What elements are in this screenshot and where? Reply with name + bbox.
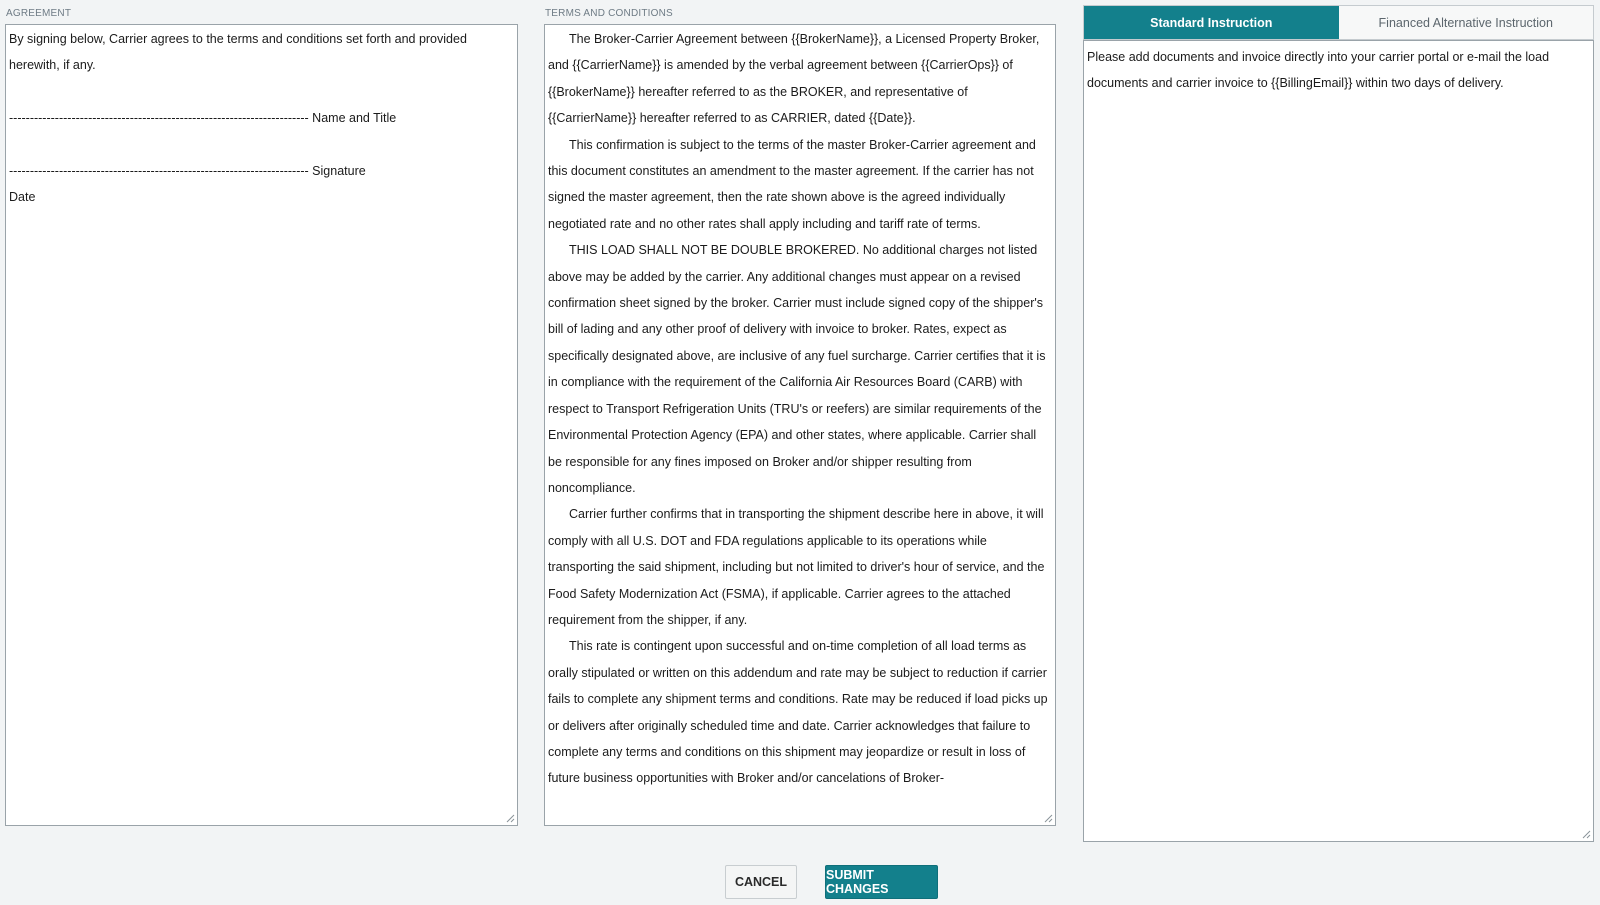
submit-changes-button[interactable]: SUBMIT CHANGES	[825, 865, 938, 899]
terms-paragraph: Carrier further confirms that in transporting the shipment describe here in above, it will comply with all U.S. DOT and FDA regulations applicable to its operations while transporting the said shipment, including but not limited to driver's hour of service, and the Food Safety Modernization Act (FSMA), if applicable. Carrier agrees to the attached requirement from the shipper, if any.	[548, 507, 1045, 627]
terms-paragraph: This rate is contingent upon successful and on-time completion of all load terms as orally stipulated or written on this addendum and rate may be subject to reduction if carrier fails to complete any shipment terms and conditions. Rate may be reduced if load picks up or delivers after originally scheduled time and date. Carrier acknowledges that failure to complete any terms and conditions on this shipment may jeopardize or result in loss of future business opportunities with Broker and/or cancelations of Broker-	[548, 639, 1048, 786]
agreement-name-title-line: ------------------------------------------------------------------------ Name and Title	[9, 111, 397, 126]
tab-standard-instruction[interactable]: Standard Instruction	[1084, 6, 1339, 39]
terms-paragraph: This confirmation is subject to the terms of the master Broker-Carrier agreement and this document constitutes an amendment to the master agreement. If the carrier has not signed the master agreement, then the rate shown above is the agreed individually negotiated rate and no other rates shall apply including and tariff rate of terms.	[548, 137, 1036, 231]
agreement-textarea[interactable]	[5, 24, 518, 826]
terms-paragraph: The Broker-Carrier Agreement between {{BrokerName}}, a Licensed Property Broker, and {{CarrierName}} is amended by the verbal agreement between {{CarrierOps}} of {{BrokerName}} hereafter referred to as the BROKER, and representative of {{CarrierName}} hereafter referred to as CARRIER, dated {{Date}}.	[548, 32, 1040, 126]
agreement-line	[9, 79, 514, 105]
resize-grip-icon[interactable]	[1043, 813, 1053, 823]
resize-grip-icon[interactable]	[1581, 829, 1591, 839]
agreement-line: herewith, if any.	[9, 58, 96, 73]
agreement-signature-line: ------------------------------------------------------------------------ Signature	[9, 164, 366, 178]
instruction-tabs	[1083, 5, 1594, 40]
terms-label: TERMS AND CONDITIONS	[545, 8, 673, 19]
instruction-text: Please add documents and invoice directly into your carrier portal or e-mail the load documents and carrier invoice to {{BillingEmail}} within two days of delivery.	[1087, 50, 1550, 91]
terms-paragraph: THIS LOAD SHALL NOT BE DOUBLE BROKERED. No additional charges not listed above may be added by the carrier. Any additional changes must appear on a revised confirmation sheet signed by the broker. Carrier must include signed copy of the shipper's bill of lading and any other proof of delivery with invoice to broker. Rates, expect as specifically designated above, are inclusive of any fuel surcharge. Carrier certifies that it is in compliance with the requirement of the California Air Resources Board (CARB) with respect to Transport Refrigeration Units (TRU's or reefers) are similar requirements of the Environmental Protection Agency (EPA) and other states, where applicable. Carrier shall be responsible for any fines imposed on Broker and/or shipper resulting from noncompliance.	[548, 243, 1046, 495]
agreement-line: By signing below, Carrier agrees to the terms and conditions set forth and provided	[9, 32, 467, 46]
terms-textarea[interactable]	[544, 24, 1056, 826]
cancel-button[interactable]: CANCEL	[725, 865, 797, 899]
resize-grip-icon[interactable]	[505, 813, 515, 823]
agreement-line	[9, 132, 514, 158]
agreement-label: AGREEMENT	[6, 8, 72, 19]
tab-financed-alternative-instruction[interactable]: Financed Alternative Instruction	[1339, 6, 1594, 39]
agreement-date-line: Date	[9, 190, 36, 205]
instruction-textarea[interactable]	[1083, 40, 1594, 842]
